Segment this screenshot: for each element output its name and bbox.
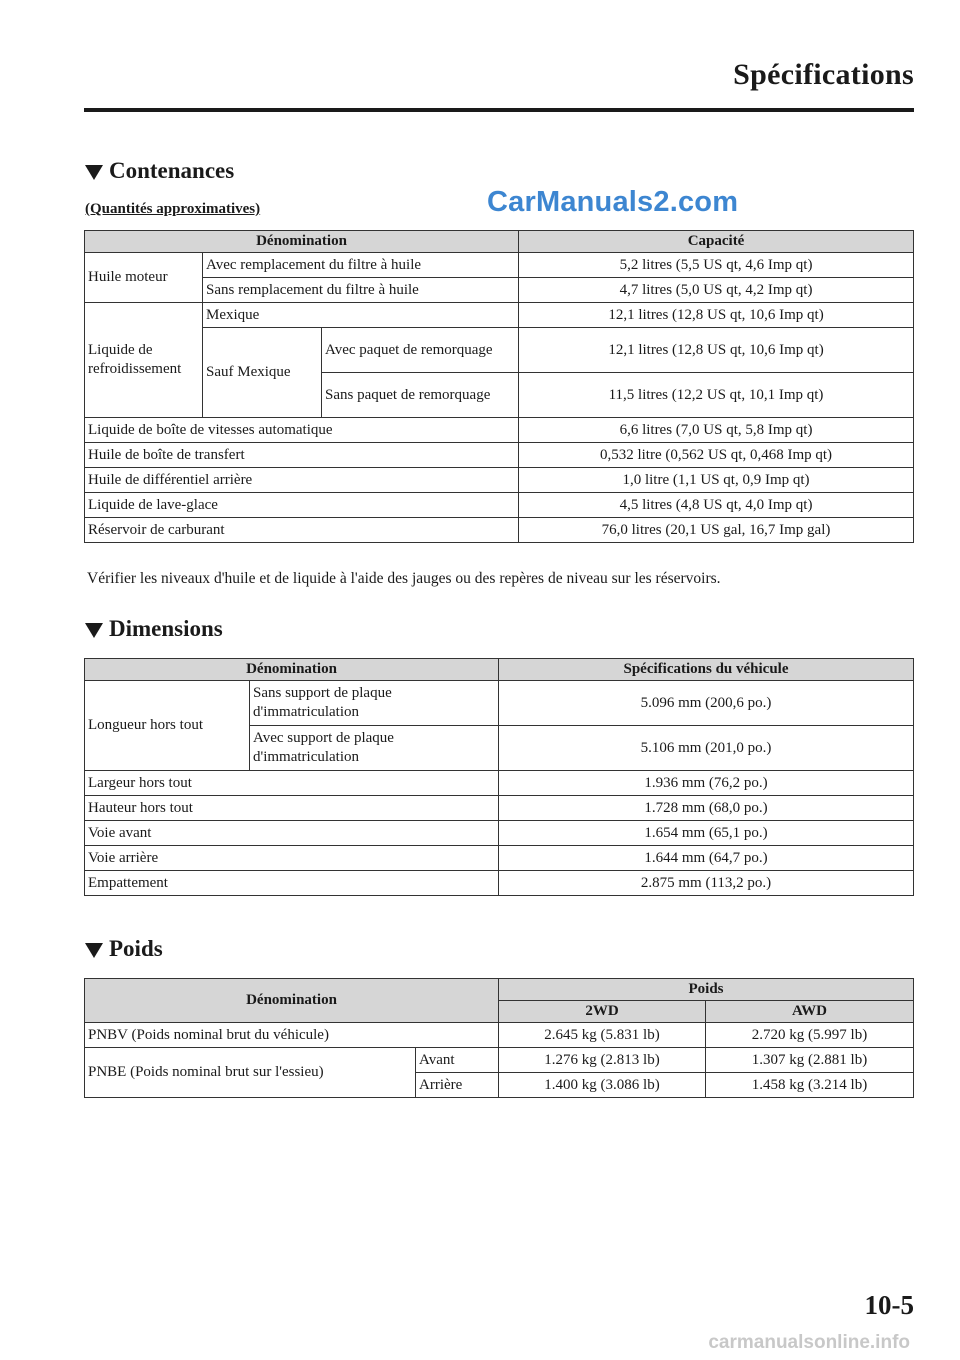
dimensions-table	[84, 658, 914, 896]
table-row	[85, 1023, 914, 1048]
table-row	[85, 518, 914, 543]
table-row	[85, 443, 914, 468]
row-label: Voie arrière	[85, 846, 499, 871]
column-header-name: Dénomination	[85, 659, 499, 681]
table-cell-value: 76,0 litres (20,1 US gal, 16,7 Imp gal)	[519, 518, 914, 543]
row-label-pnbe: PNBE (Poids nominal brut sur l'essieu)	[85, 1048, 416, 1098]
sub-label: Avec remplacement du filtre à huile	[203, 253, 519, 278]
triangle-down-icon	[85, 943, 103, 958]
table-row	[85, 493, 914, 518]
triangle-down-icon	[85, 623, 103, 638]
column-header-capacity: Capacité	[519, 231, 914, 253]
table-cell-value: 1.276 kg (2.813 lb)	[499, 1048, 706, 1073]
column-header-spec: Spécifications du véhicule	[499, 659, 914, 681]
approximate-note: (Quantités approximatives)	[85, 201, 261, 217]
page-title: Spécifications	[733, 58, 914, 91]
sub-label: Arrière	[416, 1073, 499, 1098]
sub-sub-label: Sans paquet de remorquage	[322, 373, 519, 418]
table-cell-value: 12,1 litres (12,8 US qt, 10,6 Imp qt)	[519, 303, 914, 328]
column-header-2wd: 2WD	[499, 1001, 706, 1023]
triangle-down-icon	[85, 165, 103, 180]
table-cell-value: 0,532 litre (0,562 US qt, 0,468 Imp qt)	[519, 443, 914, 468]
section-heading-contenances	[85, 158, 234, 184]
table-cell-value: 5.096 mm (200,6 po.)	[499, 681, 914, 726]
row-label-length: Longueur hors tout	[85, 681, 250, 771]
table-cell-value: 5,2 litres (5,5 US qt, 4,6 Imp qt)	[519, 253, 914, 278]
table-cell-value: 2.645 kg (5.831 lb)	[499, 1023, 706, 1048]
footnote: Vérifier les niveaux d'huile et de liquide à l'aide des jauges ou des repères de niveau sur les réservoirs.	[87, 570, 721, 587]
table-row	[85, 418, 914, 443]
section-title: Contenances	[109, 158, 235, 183]
table-row	[85, 468, 914, 493]
row-label: Huile de boîte de transfert	[85, 443, 519, 468]
table-cell-value: 1.644 mm (64,7 po.)	[499, 846, 914, 871]
row-label-oil: Huile moteur	[85, 253, 203, 303]
page-number: 10-5	[864, 1290, 914, 1320]
row-label: PNBV (Poids nominal brut du véhicule)	[85, 1023, 499, 1048]
row-label: Voie avant	[85, 821, 499, 846]
row-label: Liquide de lave-glace	[85, 493, 519, 518]
table-row	[85, 821, 914, 846]
header-rule	[84, 108, 914, 112]
section-heading-poids	[85, 936, 163, 962]
table-cell-value: 4,5 litres (4,8 US qt, 4,0 Imp qt)	[519, 493, 914, 518]
table-cell-value: 12,1 litres (12,8 US qt, 10,6 Imp qt)	[519, 328, 914, 373]
table-row	[85, 771, 914, 796]
table-cell-value: 1,0 litre (1,1 US qt, 0,9 Imp qt)	[519, 468, 914, 493]
section-title: Dimensions	[109, 616, 223, 641]
column-header-weight: Poids	[499, 979, 914, 1001]
weights-table	[84, 978, 914, 1098]
row-label: Huile de différentiel arrière	[85, 468, 519, 493]
sub-label: Sans support de plaque d'immatriculation	[250, 681, 499, 726]
table-cell-value: 1.307 kg (2.881 lb)	[706, 1048, 914, 1073]
column-header-name: Dénomination	[85, 979, 499, 1023]
table-cell-value: 1.728 mm (68,0 po.)	[499, 796, 914, 821]
row-label-coolant: Liquide de refroidissement	[85, 303, 203, 418]
table-cell-value: 1.936 mm (76,2 po.)	[499, 771, 914, 796]
row-label: Empattement	[85, 871, 499, 896]
sub-label: Mexique	[203, 303, 519, 328]
sub-label: Avant	[416, 1048, 499, 1073]
row-label: Liquide de boîte de vitesses automatique	[85, 418, 519, 443]
row-label: Largeur hors tout	[85, 771, 499, 796]
row-label: Hauteur hors tout	[85, 796, 499, 821]
table-cell-value: 1.400 kg (3.086 lb)	[499, 1073, 706, 1098]
table-row	[85, 871, 914, 896]
table-cell-value: 2.875 mm (113,2 po.)	[499, 871, 914, 896]
section-title: Poids	[109, 936, 163, 961]
column-header-awd: AWD	[706, 1001, 914, 1023]
table-cell-value: 1.654 mm (65,1 po.)	[499, 821, 914, 846]
capacities-table	[84, 230, 914, 543]
sub-label: Avec support de plaque d'immatriculation	[250, 726, 499, 771]
table-cell-value: 11,5 litres (12,2 US qt, 10,1 Imp qt)	[519, 373, 914, 418]
sub-label: Sauf Mexique	[203, 328, 322, 418]
column-header-name: Dénomination	[85, 231, 519, 253]
section-heading-dimensions	[85, 616, 223, 642]
footer-watermark: carmanualsonline.info	[708, 1332, 910, 1353]
row-label: Réservoir de carburant	[85, 518, 519, 543]
watermark-logo: CarManuals2.com	[487, 186, 739, 218]
table-cell-value: 4,7 litres (5,0 US qt, 4,2 Imp qt)	[519, 278, 914, 303]
table-cell-value: 1.458 kg (3.214 lb)	[706, 1073, 914, 1098]
table-row	[85, 796, 914, 821]
table-cell-value: 2.720 kg (5.997 lb)	[706, 1023, 914, 1048]
sub-label: Sans remplacement du filtre à huile	[203, 278, 519, 303]
table-cell-value: 5.106 mm (201,0 po.)	[499, 726, 914, 771]
table-cell-value: 6,6 litres (7,0 US qt, 5,8 Imp qt)	[519, 418, 914, 443]
sub-sub-label: Avec paquet de remorquage	[322, 328, 519, 373]
table-row	[85, 846, 914, 871]
